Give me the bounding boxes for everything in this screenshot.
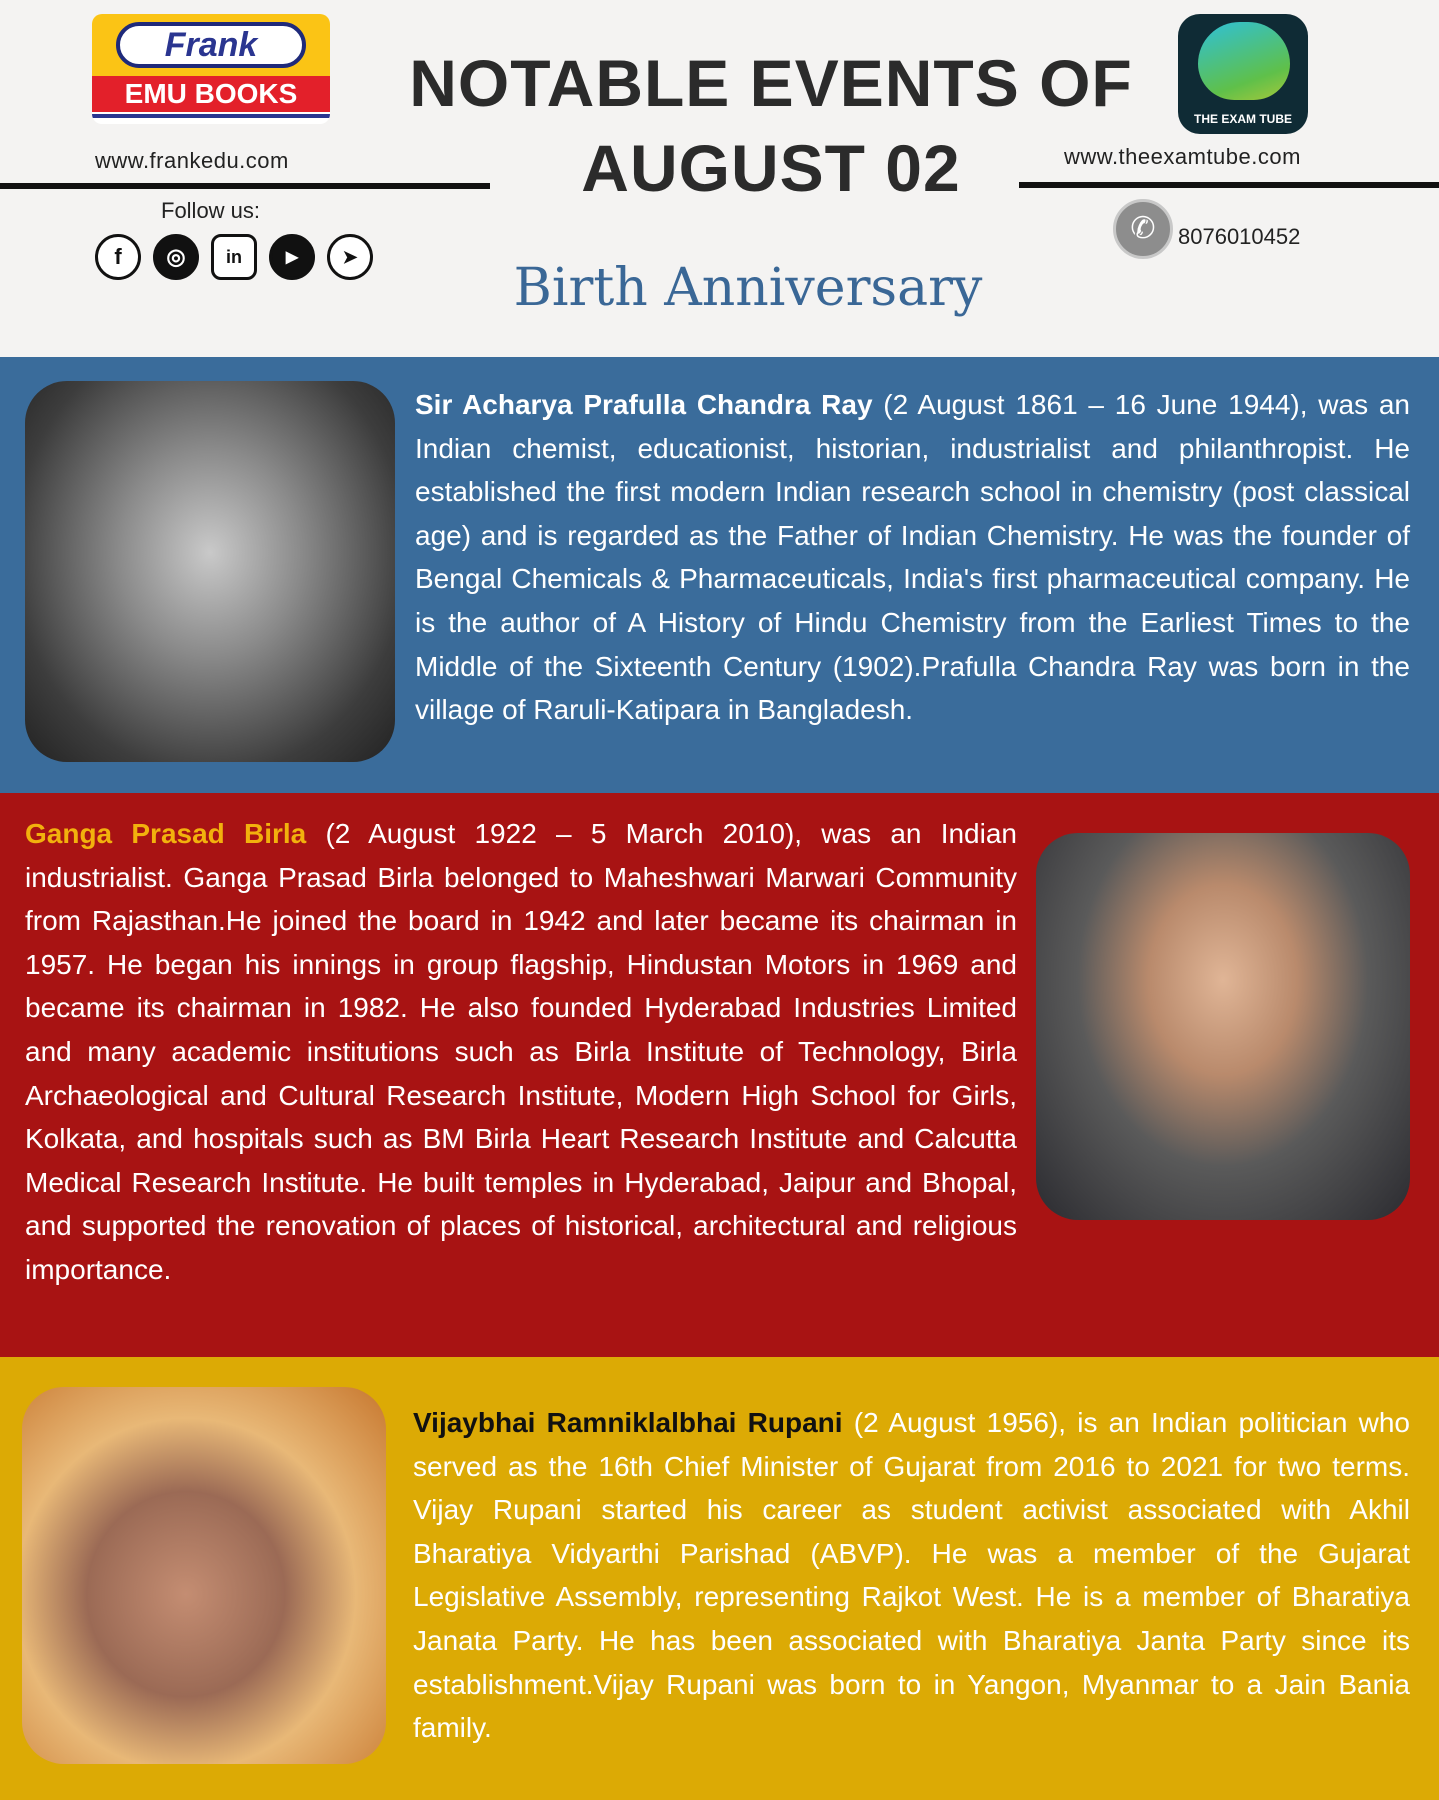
person-name: Ganga Prasad Birla xyxy=(25,818,307,849)
section-vijay-rupani xyxy=(0,1357,1439,1800)
logo-text: Frank xyxy=(116,22,306,68)
person-name: Vijaybhai Ramniklalbhai Rupani xyxy=(413,1407,843,1438)
divider xyxy=(1019,182,1439,188)
section-heading: Birth Anniversary xyxy=(513,258,983,318)
logo-text: THE EXAM TUBE xyxy=(1193,112,1292,126)
social-links xyxy=(95,234,373,280)
biography-body: (2 August 1956), is an Indian politician who served as the 16th Chief Minister of Gujarat from 2016 to 2021 for two terms. Vijay Rupani started his career as student activist associated with Akhil Bharatiya Vidyarthi Parishad (ABVP). He was a member of the Gujarat Legislative Assembly, representing Rajkot West. He is a member of Bharatiya Janata Party. He has been associated with Bharatiya Janta Party since its establishment.Vijay Rupani was born to in Yangon, Myanmar to a Jain Bania family. xyxy=(413,1407,1410,1744)
frank-emu-books-logo xyxy=(92,14,330,124)
brain-icon xyxy=(1198,22,1290,100)
youtube-icon[interactable]: ▶ xyxy=(269,234,315,280)
biography-body: (2 August 1922 – 5 March 2010), was an Indian industrialist. Ganga Prasad Birla belonged to Maheshwari Marwari Community from Rajasthan.He joined the board in 1942 and later became its chairman in 1957. He began his innings in group flagship, Hindustan Motors in 1969 and became its chairman in 1982. He also founded Hyderabad Industries Limited and many academic institutions such as Birla Institute of Technology, Birla Archaeological and Cultural Research Institute, Modern High School for Girls, Kolkata, and hospitals such as BM Birla Heart Research Institute and Calcutta Medical Research Institute. He built temples in Hyderabad, Jaipur and Bhopal, and supported the renovation of places of historical, architectural and religious importance. xyxy=(25,818,1017,1285)
portrait-photo xyxy=(1036,833,1410,1220)
section-ganga-prasad-birla xyxy=(0,793,1439,1357)
exam-tube-logo xyxy=(1178,14,1308,134)
biography-body: (2 August 1861 – 16 June 1944), was an Indian chemist, educationist, historian, industrialist and philanthropist. He established the first modern Indian research school in chemistry (post classical age) and is regarded as the Father of Indian Chemistry. He was the founder of Bengal Chemicals & Pharmaceuticals, India's first pharmaceutical company. He is the author of A History of Hindu Chemistry from the Earliest Times to the Middle of the Sixteenth Century (1902).Prafulla Chandra Ray was born in the village of Raruli-Katipara in Bangladesh. xyxy=(415,389,1410,726)
person-name: Sir Acharya Prafulla Chandra Ray xyxy=(415,389,873,420)
page-title-line2: AUGUST 02 xyxy=(581,131,961,205)
frank-website-link[interactable]: www.frankedu.com xyxy=(95,148,289,173)
portrait-photo xyxy=(25,381,395,762)
biography-text xyxy=(413,1401,1410,1750)
portrait-photo xyxy=(22,1387,386,1764)
page-title-line1: NOTABLE EVENTS OF xyxy=(409,46,1133,120)
telegram-icon[interactable]: ➤ xyxy=(327,234,373,280)
facebook-icon[interactable]: f xyxy=(95,234,141,280)
biography-text xyxy=(25,812,1017,1292)
phone-icon: ✆ xyxy=(1113,199,1173,259)
examtube-website-link[interactable]: www.theexamtube.com xyxy=(1064,144,1301,169)
logo-text: EMU BOOKS xyxy=(92,76,330,112)
instagram-icon[interactable]: ◎ xyxy=(153,234,199,280)
follow-us-label: Follow us: xyxy=(161,198,261,223)
linkedin-icon[interactable]: in xyxy=(211,234,257,280)
section-prafulla-chandra-ray xyxy=(0,357,1439,793)
biography-text xyxy=(415,383,1410,732)
phone-number[interactable]: 8076010452 xyxy=(1178,224,1301,249)
